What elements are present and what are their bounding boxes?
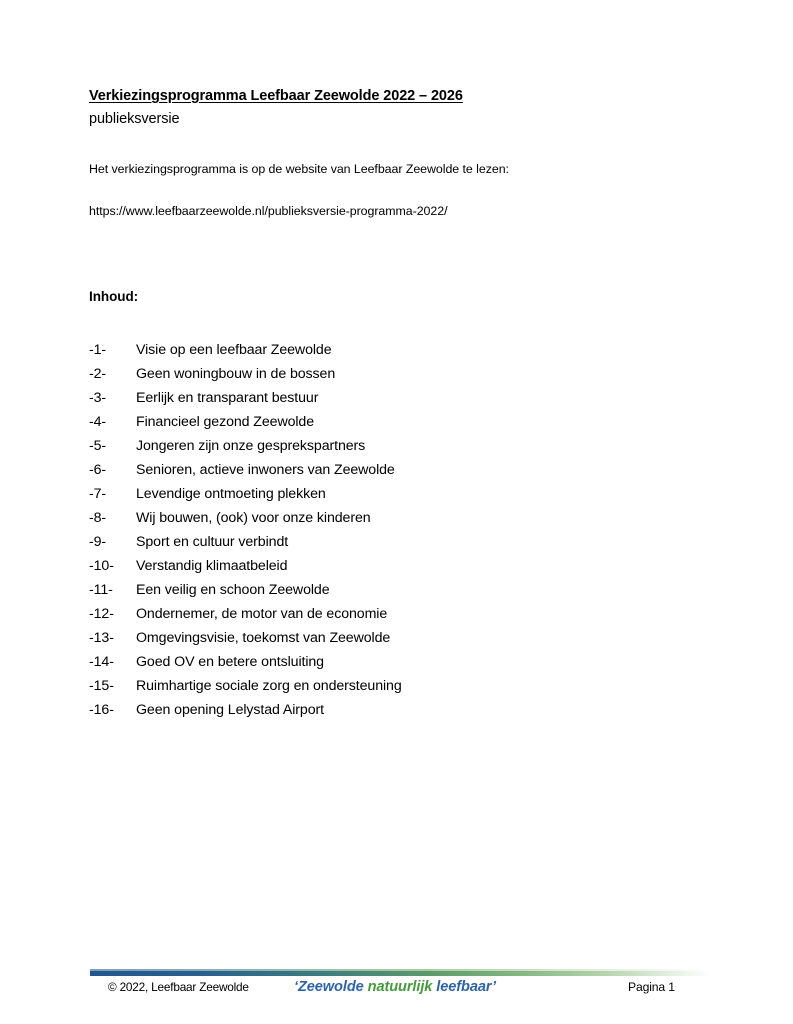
- list-item: [89, 602, 709, 626]
- list-item-number: -14-: [89, 654, 114, 670]
- list-item-label: Goed OV en betere ontsluiting: [136, 654, 324, 670]
- list-item-number: -4-: [89, 414, 107, 430]
- list-item: [89, 530, 709, 554]
- list-item: [89, 482, 709, 506]
- list-item-label: Een veilig en schoon Zeewolde: [136, 582, 330, 598]
- list-item: [89, 674, 709, 698]
- page-title: Verkiezingsprogramma Leefbaar Zeewolde 2022 – 2026: [89, 88, 463, 104]
- list-item-label: Ruimhartige sociale zorg en ondersteuning: [136, 678, 402, 694]
- copyright-notice: © 2022, Leefbaar Zeewolde: [108, 980, 249, 994]
- list-item: [89, 578, 709, 602]
- list-item-label: Geen woningbouw in de bossen: [136, 366, 336, 382]
- list-item: [89, 386, 709, 410]
- footer-gradient-rule: [90, 969, 710, 976]
- list-item-number: -15-: [89, 678, 114, 694]
- list-item: [89, 458, 709, 482]
- list-item: [89, 410, 709, 434]
- list-item-label: Wij bouwen, (ook) voor onze kinderen: [136, 510, 371, 526]
- programme-url: https://www.leefbaarzeewolde.nl/publieksversie-programma-2022/: [89, 204, 448, 218]
- page-number: Pagina 1: [628, 980, 675, 994]
- list-item-number: -5-: [89, 438, 107, 454]
- list-item-label: Levendige ontmoeting plekken: [136, 486, 326, 502]
- list-item-label: Senioren, actieve inwoners van Zeewolde: [136, 462, 395, 478]
- list-item-label: Geen opening Lelystad Airport: [136, 702, 324, 718]
- list-item-number: -2-: [89, 366, 107, 382]
- list-item: [89, 362, 709, 386]
- list-item-label: Sport en cultuur verbindt: [136, 534, 289, 550]
- slogan-word-zeewolde: ‘Zeewolde: [294, 979, 364, 995]
- list-item-number: -11-: [89, 582, 113, 598]
- list-item-label: Jongeren zijn onze gesprekspartners: [136, 438, 366, 454]
- list-item-label: Omgevingsvisie, toekomst van Zeewolde: [136, 630, 391, 646]
- footer-slogan: [294, 979, 496, 995]
- page-subtitle: publieksversie: [89, 111, 180, 127]
- intro-paragraph: Het verkiezingsprogramma is op de website van Leefbaar Zeewolde te lezen:: [89, 162, 509, 176]
- list-item-number: -9-: [89, 534, 107, 550]
- list-item-number: -13-: [89, 630, 114, 646]
- table-of-contents-list: [89, 338, 709, 722]
- slogan-word-leefbaar: leefbaar’: [436, 979, 496, 995]
- list-item-label: Verstandig klimaatbeleid: [136, 558, 288, 574]
- list-item: [89, 626, 709, 650]
- slogan-word-natuurlijk: natuurlijk: [367, 979, 433, 995]
- list-item: [89, 434, 709, 458]
- list-item-number: -1-: [89, 342, 107, 358]
- list-item-label: Eerlijk en transparant bestuur: [136, 390, 319, 406]
- title-block: [89, 88, 463, 127]
- list-item: [89, 650, 709, 674]
- list-item-number: -3-: [89, 390, 107, 406]
- list-item: [89, 506, 709, 530]
- table-of-contents-heading: Inhoud:: [89, 289, 139, 304]
- footer-content-row: [90, 980, 710, 1002]
- list-item-number: -8-: [89, 510, 107, 526]
- list-item: [89, 698, 709, 722]
- list-item-label: Financieel gezond Zeewolde: [136, 414, 315, 430]
- list-item-number: -16-: [89, 702, 114, 718]
- list-item: [89, 338, 709, 362]
- list-item-label: Ondernemer, de motor van de economie: [136, 606, 388, 622]
- list-item: [89, 554, 709, 578]
- footer-rule-band: [90, 971, 710, 977]
- list-item-number: -10-: [89, 558, 114, 574]
- list-item-number: -12-: [89, 606, 114, 622]
- page-footer: [0, 964, 793, 1024]
- list-item-label: Visie op een leefbaar Zeewolde: [136, 342, 332, 358]
- list-item-number: -6-: [89, 462, 107, 478]
- list-item-number: -7-: [89, 486, 107, 502]
